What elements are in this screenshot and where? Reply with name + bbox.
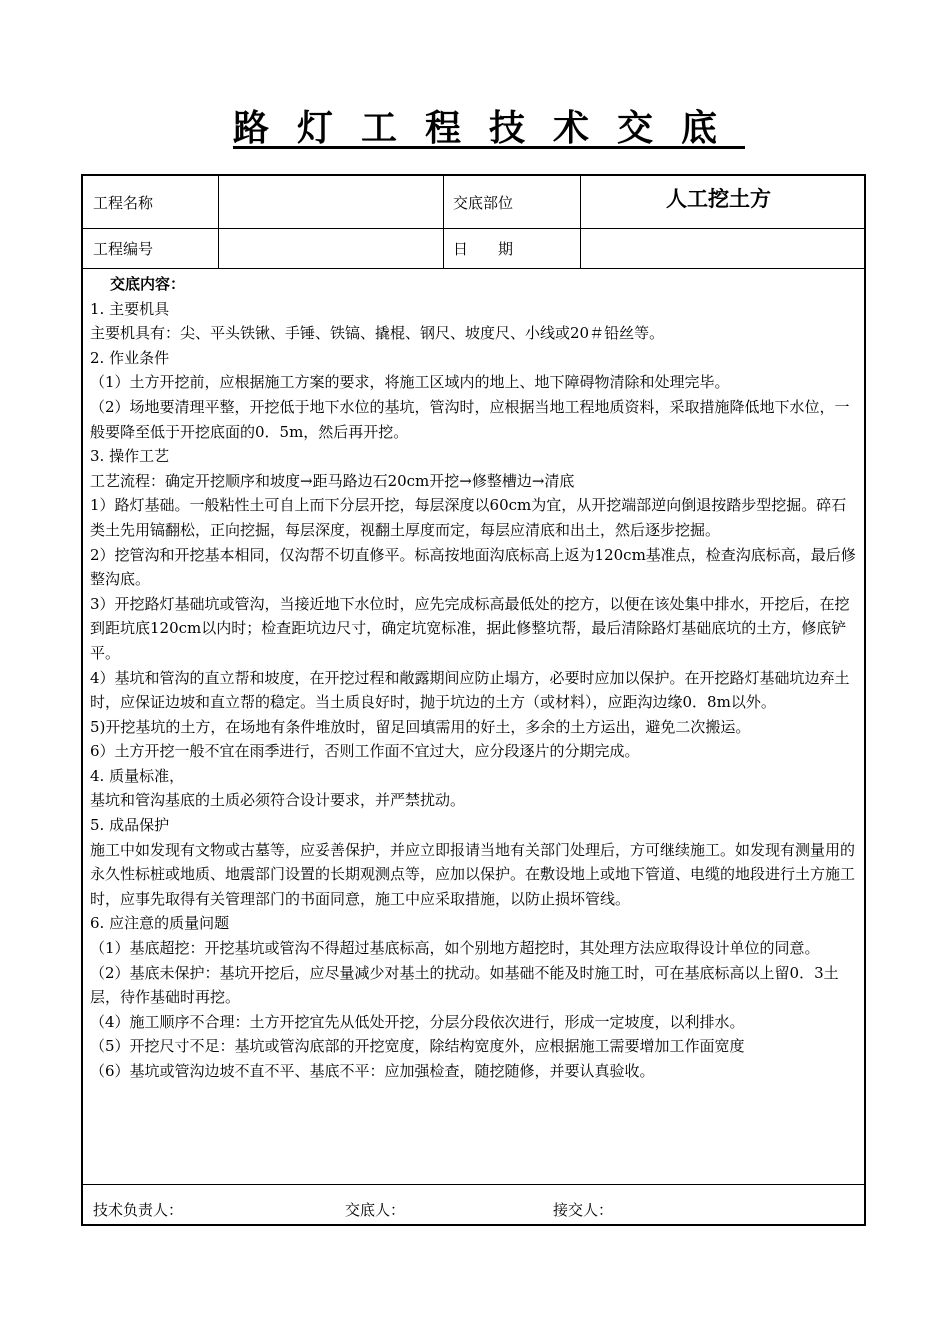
disclosure-form xyxy=(81,174,866,1226)
col-divider-1 xyxy=(218,176,219,268)
content-line: 2）挖管沟和开挖基本相同，仅沟帮不切直修平。标高按地面沟底标高上返为120cm基准点，检查沟底标高，最后修整沟底。 xyxy=(90,545,856,589)
content-line: （4）施工顺序不合理：土方开挖宜先从低处开挖，分层分段依次进行，形成一定坡度，以利排水。 xyxy=(90,1012,745,1031)
part-label: 交底部位 xyxy=(453,194,514,212)
content-line: （6）基坑或管沟边坡不直不平、基底不平：应加强检查，随挖随修，并要认真验收。 xyxy=(90,1062,655,1080)
row-divider-1 xyxy=(83,228,864,229)
content-line: 3. 操作工艺 xyxy=(90,447,170,466)
content-heading: 交底内容： xyxy=(110,275,186,293)
content-line: 5)开挖基坑的土方，在场地有条件堆放时，留足回填需用的好土，多余的土方运出，避免二次搬运。 xyxy=(90,717,751,736)
document-title-text: 路灯工程技术交底 xyxy=(232,107,745,149)
content-line: 6. 应注意的质量问题 xyxy=(90,914,230,933)
content-line: 施工中如发现有文物或古墓等，应妥善保护，并应立即报请当地有关部门处理后，方可继续施工。如发现有测量用的永久性标桩或地质、地震部门设置的长期观测点等，应加以保护。在敷设地上或地下管道、电缆的地段进行土方施工时，应事先取得有关管理部门的书面同意，施工中应采取措施，以防止损坏管线。 xyxy=(90,840,856,908)
document-title xyxy=(0,100,950,151)
discloser-label: 交底人： xyxy=(345,1201,406,1219)
content-line: （1）基底超挖：开挖基坑或管沟不得超过基底标高，如个别地方超挖时，其处理方法应取得设计单位的同意。 xyxy=(90,939,820,958)
project-no-label: 工程编号 xyxy=(93,240,154,258)
row-divider-3 xyxy=(83,1184,864,1185)
disclosure-content xyxy=(90,272,860,1084)
row-divider-2 xyxy=(83,268,864,269)
content-line: 3）开挖路灯基础坑或管沟，当接近地下水位时，应先完成标高最低处的挖方，以便在该处集中排水，开挖后，在挖到距坑底120cm以内时；检查距坑边尺寸，确定坑宽标准，据此修整坑帮，最后清除路灯基础底坑的土方，修底铲平。 xyxy=(90,594,850,662)
col-divider-2 xyxy=(443,176,444,268)
content-line: 4）基坑和管沟的直立帮和坡度，在开挖过程和敞露期间应防止塌方，必要时应加以保护。在开挖路灯基础坑边弃土时，应保证边坡和直立帮的稳定。当土质良好时，抛于坑边的土方（或材料），应距沟边缘0．8m以外。 xyxy=(90,668,850,712)
date-label: 日 期 xyxy=(453,240,514,258)
project-name-label: 工程名称 xyxy=(93,194,154,212)
content-line: 主要机具有：尖、平头铁锹、手锤、铁镐、撬棍、钢尺、坡度尺、小线或20＃铅丝等。 xyxy=(90,324,665,343)
content-line: 2. 作业条件 xyxy=(90,348,170,367)
content-line: 4. 质量标准， xyxy=(90,766,185,785)
content-line: 工艺流程：确定开挖顺序和坡度→距马路边石20cm开挖→修整槽边→清底 xyxy=(90,471,575,490)
content-line: 1）路灯基础。一般粘性土可自上而下分层开挖，每层深度以60cm为宜，从开挖端部逆向倒退按踏步型挖掘。碎石类土先用镐翻松，正向挖掘，每层深度，视翻土厚度而定，每层应清底和出土，然后逐步挖掘。 xyxy=(90,496,847,539)
col-divider-3 xyxy=(580,176,581,268)
content-line: （2）场地要清理平整，开挖低于地下水位的基坑，管沟时，应根据当地工程地质资料，采取措施降低地下水位，一般要降至低于开挖底面的0．5m，然后再开挖。 xyxy=(90,397,850,441)
tech-lead-label: 技术负责人： xyxy=(93,1201,184,1219)
part-value: 人工挖土方 xyxy=(666,187,771,211)
content-line: （5）开挖尺寸不足：基坑或管沟底部的开挖宽度，除结构宽度外，应根据施工需要增加工作面宽度 xyxy=(90,1037,745,1056)
content-line: 5. 成品保护 xyxy=(90,816,170,835)
content-line: 1. 主要机具 xyxy=(90,299,170,318)
content-line: 基坑和管沟基底的土质必须符合设计要求，并严禁扰动。 xyxy=(90,791,466,810)
content-line: （1）土方开挖前，应根据施工方案的要求，将施工区域内的地上、地下障碍物清除和处理完毕。 xyxy=(90,373,730,392)
content-line: （2）基底未保护：基坑开挖后，应尽量减少对基土的扰动。如基础不能及时施工时，可在基底标高以上留0．3土层，待作基础时再挖。 xyxy=(90,963,839,1007)
receiver-label: 接交人： xyxy=(553,1201,614,1219)
content-line: 6）土方开挖一般不宜在雨季进行，否则工作面不宜过大，应分段逐片的分期完成。 xyxy=(90,742,640,761)
